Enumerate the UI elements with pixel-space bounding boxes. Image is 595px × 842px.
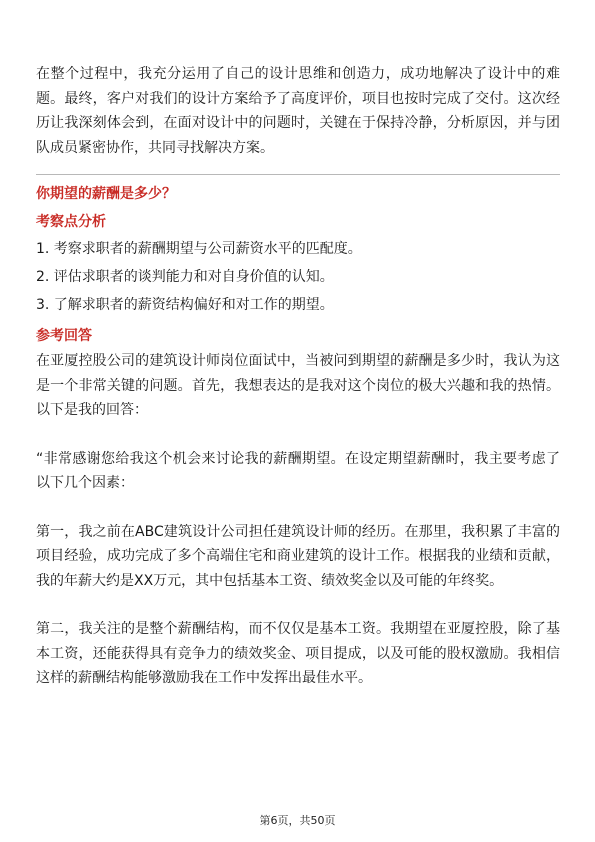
answer-paragraph: 在亚厦控股公司的建筑设计师岗位面试中，当被问到期望的薪酬是多少时，我认为这是一个非常关键的问题。首先，我想表达的是我对这个岗位的极大兴趣和我的热情。以下是我的回答： [36, 353, 560, 418]
analysis-item: 1. 考察求职者的薪酬期望与公司薪资水平的匹配度。 [36, 241, 362, 257]
answer-title: 参考回答 [36, 328, 92, 344]
analysis-item: 2. 评估求职者的谈判能力和对自身价值的认知。 [36, 269, 334, 285]
analysis-item: 3. 了解求职者的薪资结构偏好和对工作的期望。 [36, 297, 334, 313]
page-footer: 第6页，共50页 [259, 814, 336, 827]
page-content [36, 62, 560, 691]
section-divider [36, 174, 560, 175]
answer-paragraph: 第二，我关注的是整个薪酬结构，而不仅仅是基本工资。我期望在亚厦控股，除了基本工资，还能获得具有竞争力的绩效奖金、项目提成，以及可能的股权激励。我相信这样的薪酬结构能够激励我在工作中发挥出最佳水平。 [36, 621, 560, 686]
paragraph-gap [36, 423, 560, 447]
question-heading: 你期望的薪酬是多少？ [36, 186, 176, 202]
answer-paragraph: 第一，我之前在ABC建筑设计公司担任建筑设计师的经历。在那里，我积累了丰富的项目经验，成功完成了多个高端住宅和商业建筑的设计工作。根据我的业绩和贡献，我的年薪大约是XX万元，其中包括基本工资、绩效奖金以及可能的年终奖。 [36, 523, 560, 589]
paragraph-gap [36, 593, 560, 617]
answer-paragraph: “非常感谢您给我这个机会来讨论我的薪酬期望。在设定期望薪酬时，我主要考虑了以下几个因素： [36, 450, 560, 491]
analysis-title: 考察点分析 [36, 214, 106, 230]
intro-paragraph: 在整个过程中，我充分运用了自己的设计思维和创造力，成功地解决了设计中的难题。最终，客户对我们的设计方案给予了高度评价，项目也按时完成了交付。这次经历让我深刻体会到，在面对设计中的问题时，关键在于保持冷静，分析原因，并与团队成员紧密协作，共同寻找解决方案。 [36, 66, 560, 156]
paragraph-gap [36, 496, 560, 520]
